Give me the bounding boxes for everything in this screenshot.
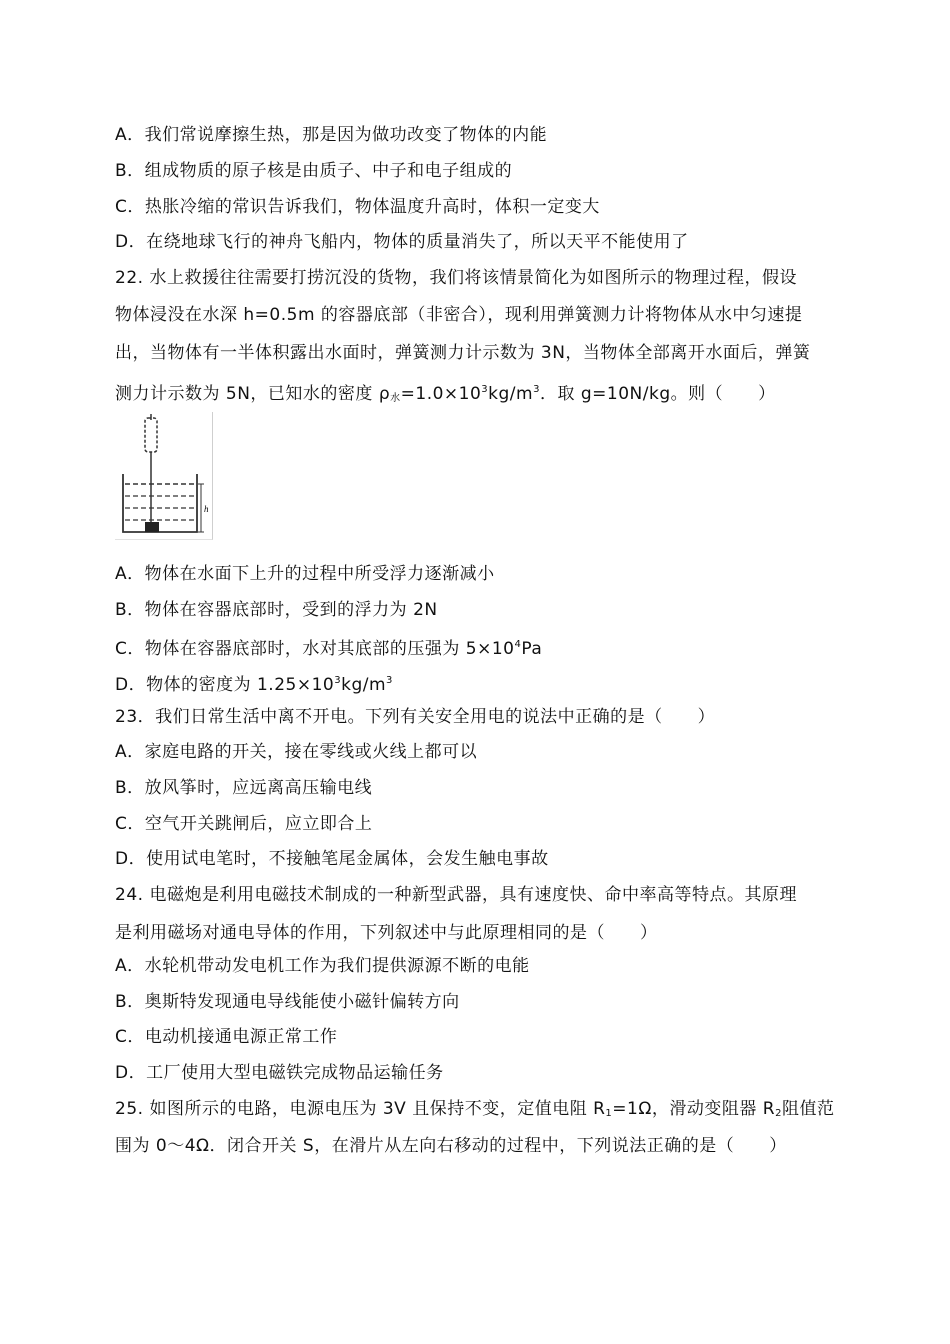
q22-option-a: A．物体在水面下上升的过程中所受浮力逐渐减小 (115, 564, 495, 584)
q24-option-d: D．工厂使用大型电磁铁完成物品运输任务 (115, 1063, 444, 1083)
container (123, 474, 197, 532)
q21-option-b: B．组成物质的原子核是由质子、中子和电子组成的 (115, 161, 513, 181)
q24-stem-line-2: 是利用磁场对通电导体的作用，下列叙述中与此原理相同的是（ ） (115, 923, 658, 943)
q21-option-a: A．我们常说摩擦生热，那是因为做功改变了物体的内能 (115, 125, 548, 145)
q24-option-a: A．水轮机带动发电机工作为我们提供源源不断的电能 (115, 956, 530, 976)
q24-option-b: B．奥斯特发现通电导线能使小磁针偏转方向 (115, 992, 460, 1012)
submerged-object (145, 522, 159, 532)
q21-option-d: D．在绕地球飞行的神舟飞船内，物体的质量消失了，所以天平不能使用了 (115, 232, 689, 252)
spring-scale (145, 418, 157, 452)
q22-stem-line-1: 22. 水上救援往往需要打捞沉没的货物，我们将该情景简化为如图所示的物理过程，假设 (115, 268, 797, 288)
q25-stem-line-1: 25. 如图所示的电路，电源电压为 3V 且保持不变，定值电阻 $R_1=1\Omega$，滑动变阻器 $R_2$阻值范 (115, 1099, 835, 1119)
q22-option-d: D．物体的密度为 $1.25\times 10^3kg/m^3$ (115, 675, 393, 695)
q23-option-d: D．使用试电笔时，不接触笔尾金属体，会发生触电事故 (115, 849, 549, 869)
q23-option-a: A．家庭电路的开关，接在零线或火线上都可以 (115, 742, 478, 762)
q22-stem-line-3: 出，当物体有一半体积露出水面时，弹簧测力计示数为 3N，当物体全部离开水面后，弹簧 (115, 343, 811, 363)
q21-option-c: C．热胀冷缩的常识告诉我们，物体温度升高时，体积一定变大 (115, 197, 600, 217)
q22-stem-line-4: 测力计示数为 5N，已知水的密度 $\rho_水=1.0\times 10^3kg/m^3$．取 g=10N/kg。则（ ） (115, 384, 776, 404)
q22-option-b: B．物体在容器底部时，受到的浮力为 2N (115, 600, 438, 620)
q22-stem-line-2: 物体浸没在水深 h=0.5m 的容器底部（非密合），现利用弹簧测力计将物体从水中匀速提 (115, 305, 803, 325)
height-label: h (204, 504, 209, 514)
q23-option-c: C．空气开关跳闸后，应立即合上 (115, 814, 373, 834)
q22-diagram (115, 412, 213, 540)
q24-option-c: C．电动机接通电源正常工作 (115, 1027, 338, 1047)
q25-stem-line-2: 围为 0～4Ω．闭合开关 S，在滑片从左向右移动的过程中，下列说法正确的是（ ） (115, 1136, 787, 1156)
q22-container-figure (115, 412, 213, 540)
q23-option-b: B．放风筝时，应远离高压输电线 (115, 778, 373, 798)
q23-stem: 23．我们日常生活中离不开电。下列有关安全用电的说法中正确的是（ ） (115, 707, 716, 727)
q24-stem-line-1: 24. 电磁炮是利用电磁技术制成的一种新型武器，具有速度快、命中率高等特点。其原理 (115, 885, 797, 905)
q22-option-c: C．物体在容器底部时，水对其底部的压强为 $5\times 10^4Pa$ (115, 639, 543, 659)
